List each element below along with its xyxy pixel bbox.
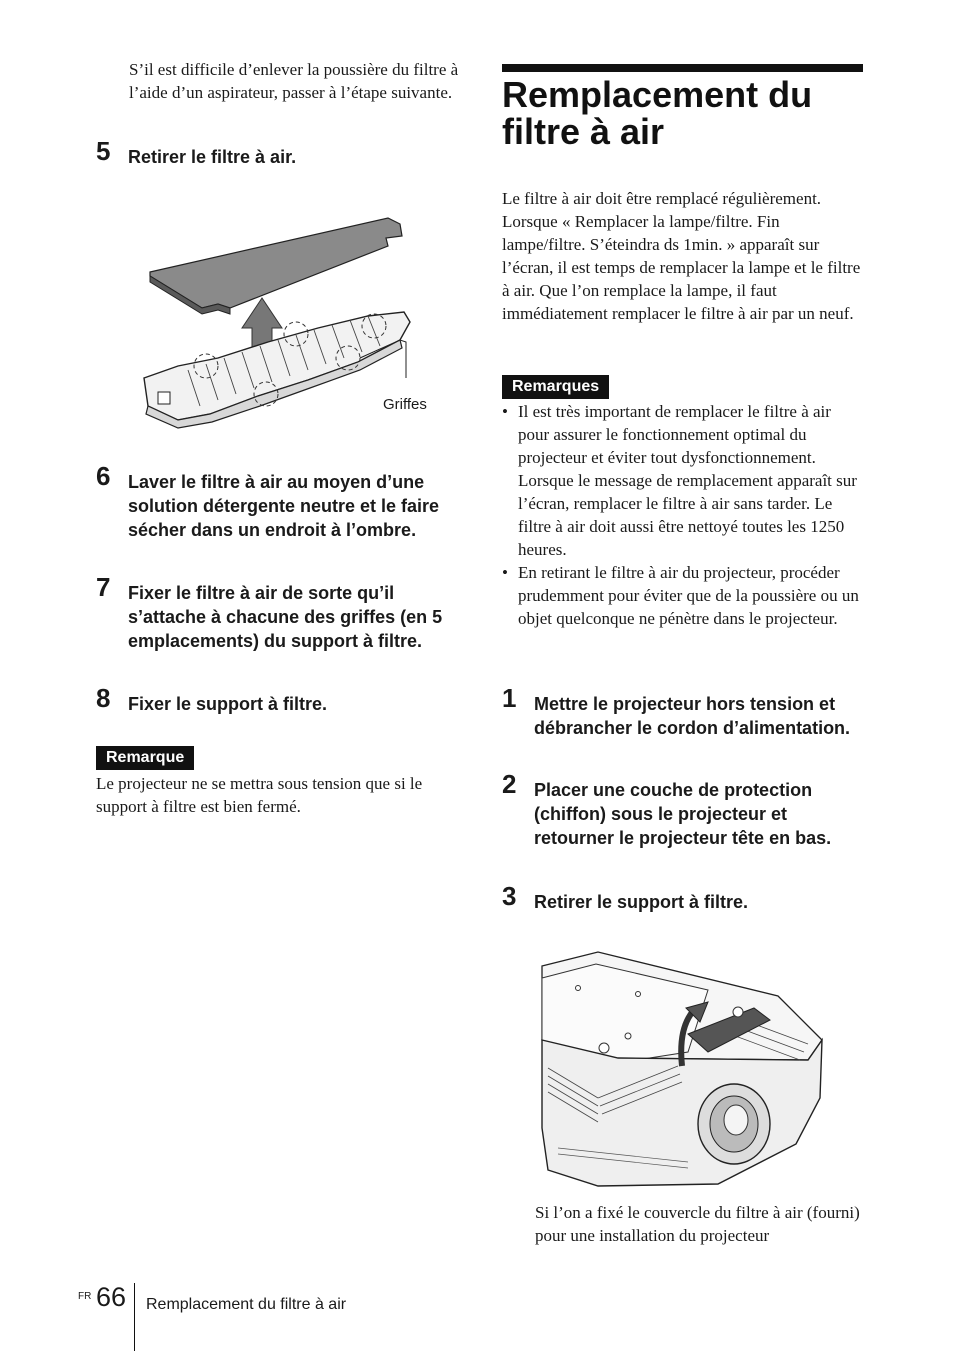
page-number: 66 <box>96 1282 127 1312</box>
step-text: Retirer le filtre à air. <box>128 147 297 167</box>
griffes-label: Griffes <box>383 396 427 413</box>
step-number: 6 <box>96 461 111 491</box>
step-text: Laver le filtre à air au moyen d’une solution détergente neutre et le faire sécher dans un endroit à l’ombre. <box>128 472 440 540</box>
step-number: 8 <box>96 683 111 713</box>
step-text: Fixer le filtre à air de sorte qu’il s’attache à chacune des griffes (en 5 emplacements) du support à filtre. <box>128 583 443 651</box>
list-item: • Il est très important de remplacer le filtre à air pour assurer le fonctionnement optimal du projecteur et éviter tout dysfonctionnement. Lorsque le message de remplacement apparaît sur l’écran, remplacer le filtre à air sans tarder. Le filtre à air doit aussi être nettoyé toutes les 1250 heures. <box>502 400 864 561</box>
step-number: 5 <box>96 136 111 166</box>
page-title: Remplacement du filtre à air <box>502 74 813 152</box>
step-text: Fixer le support à filtre. <box>128 694 328 714</box>
step-text: Retirer le support à filtre. <box>534 892 749 912</box>
step-number: 1 <box>502 683 517 713</box>
notes-list <box>502 400 864 630</box>
section-intro: Le filtre à air doit être remplacé régulièrement. Lorsque « Remplacer la lampe/filtre. Fin lampe/filtre. S’éteindra ds 1min. » apparaît sur l’écran, il est temps de remplacer la lampe et le filtre à air. Que l’on remplace la lampe, il faut immédiatement remplacer le filtre à air par un neuf. <box>502 189 861 323</box>
notes-badge: Remarques <box>502 375 609 399</box>
note-text: Le projecteur ne se mettra sous tension que si le support à filtre est bien fermé. <box>96 774 423 816</box>
projector-illustration <box>538 948 828 1190</box>
step-number: 7 <box>96 572 111 602</box>
note-badge: Remarque <box>96 746 194 770</box>
footer-section-title: Remplacement du filtre à air <box>146 1296 347 1313</box>
figure-caption: Si l’on a fixé le couvercle du filtre à air (fourni) pour une installation du projecteur <box>535 1203 860 1245</box>
footer-language: FR <box>78 1291 92 1302</box>
step-number: 3 <box>502 881 517 911</box>
intro-paragraph: S’il est difficile d’enlever la poussière du filtre à l’aide d’un aspirateur, passer à l’étape suivante. <box>129 60 459 102</box>
list-item: • En retirant le filtre à air du projecteur, procéder prudemment pour éviter que de la poussière ou un objet quelconque ne pénètre dans le projecteur. <box>502 561 864 630</box>
step-text: Mettre le projecteur hors tension et débrancher le cordon d’alimentation. <box>534 694 851 738</box>
title-rule <box>502 64 863 72</box>
footer-divider <box>134 1283 135 1351</box>
step-text: Placer une couche de protection (chiffon) sous le projecteur et retourner le projecteur tête en bas. <box>534 780 832 848</box>
step-number: 2 <box>502 769 517 799</box>
